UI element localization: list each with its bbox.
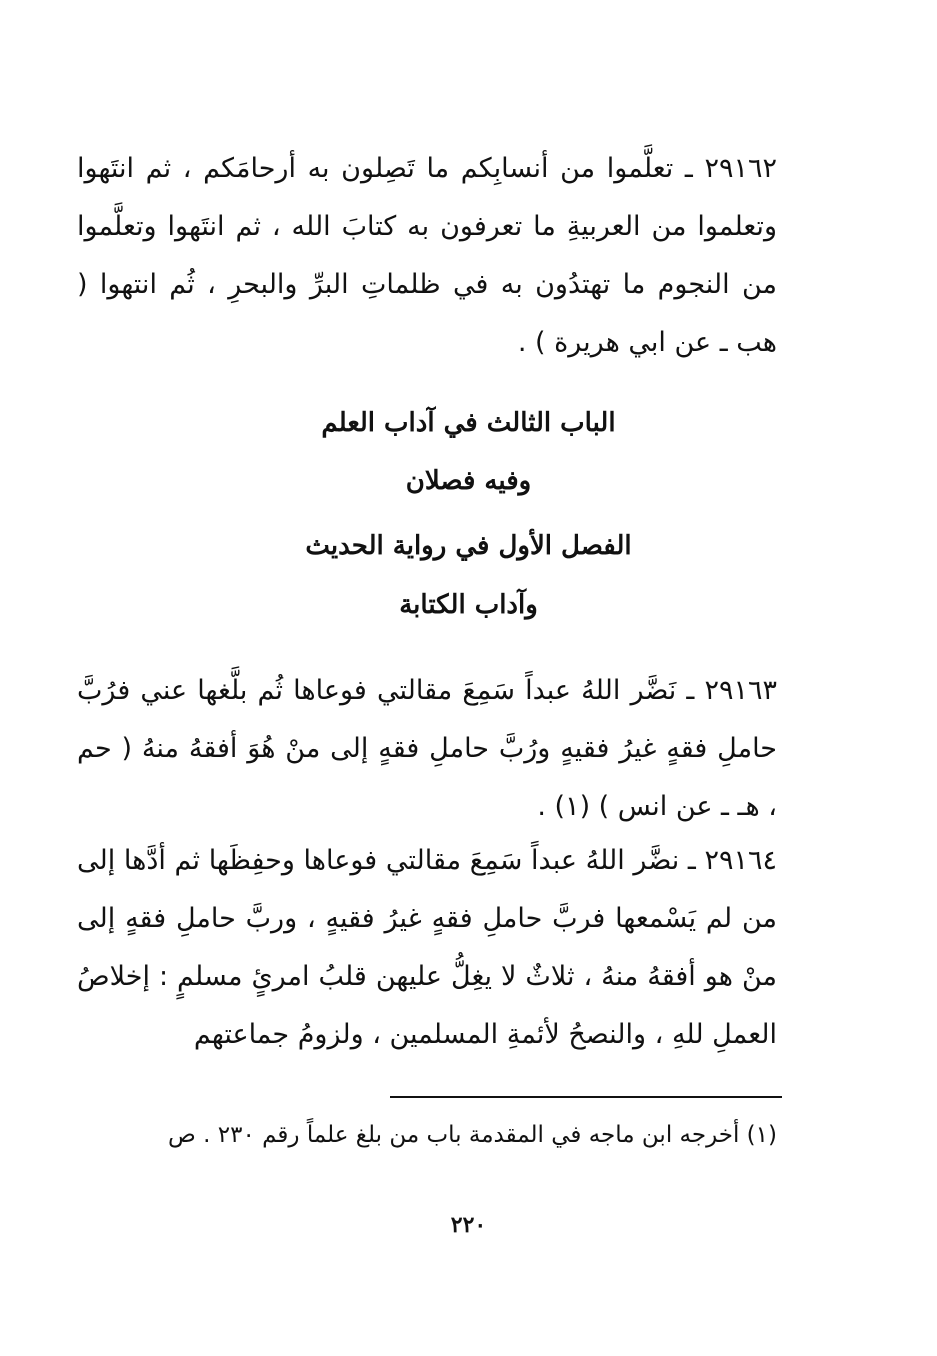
chapter-heading: الباب الثالث في آداب العلم [321,408,616,438]
hadith-29164: ٢٩١٦٤ ـ نضَّر اللهُ عبداً سَمِعَ مقالتي فوعاها وحفِظَها ثم أدَّها إلى من لم يَسْمعها فربَّ حاملِ فقهٍ غيرُ فقيهٍ ، وربَّ حاملِ فقهٍ إلى منْ هو أفقهُ منهُ ، ثلاثٌ لا يغِلُّ عليهن قلبُ امرئٍ مسلمٍ : إخلاصُ العملِ للهِ ، والنصحُ لأئمةِ المسلمين ، ولزومُ جماعتهم [77,845,777,1050]
page-number: ٢٢٠ [450,1212,487,1238]
hadith-29163: ٢٩١٦٣ ـ نَضَّر اللهُ عبداً سَمِعَ مقالتي فوعاها ثُم بلَّغها عني فرُبَّ حاملِ فقهٍ غيرُ فقيهٍ ورُبَّ حاملِ فقهٍ إلى منْ هُوَ أفقهُ منهُ ( حم ، هـ ـ عن انس ) (١) . [77,675,777,822]
section-one-heading-continued: وآداب الكتابة [399,590,538,620]
hadith-29162: ٢٩١٦٢ ـ تعلَّموا من أنسابِكم ما تَصِلون به أرحامَكم ، ثم انتَهوا وتعلموا من العربيةِ ما تعرفون به كتابَ الله ، ثم انتَهوا وتعلَّموا من النجوم ما تهتدُون به في ظلماتِ البرِّ والبحرِ ، ثُم انتهوا ( هب ـ عن ابي هريرة ) . [77,153,777,358]
sections-subheading: وفيه فصلان [405,466,532,496]
footnote-divider [390,1096,782,1098]
section-one-heading: الفصل الأول في رواية الحديث [305,531,632,561]
footnote: (١) أخرجه ابن ماجه في المقدمة باب من بلغ علماً رقم ٢٣٠ . ص [168,1122,777,1148]
